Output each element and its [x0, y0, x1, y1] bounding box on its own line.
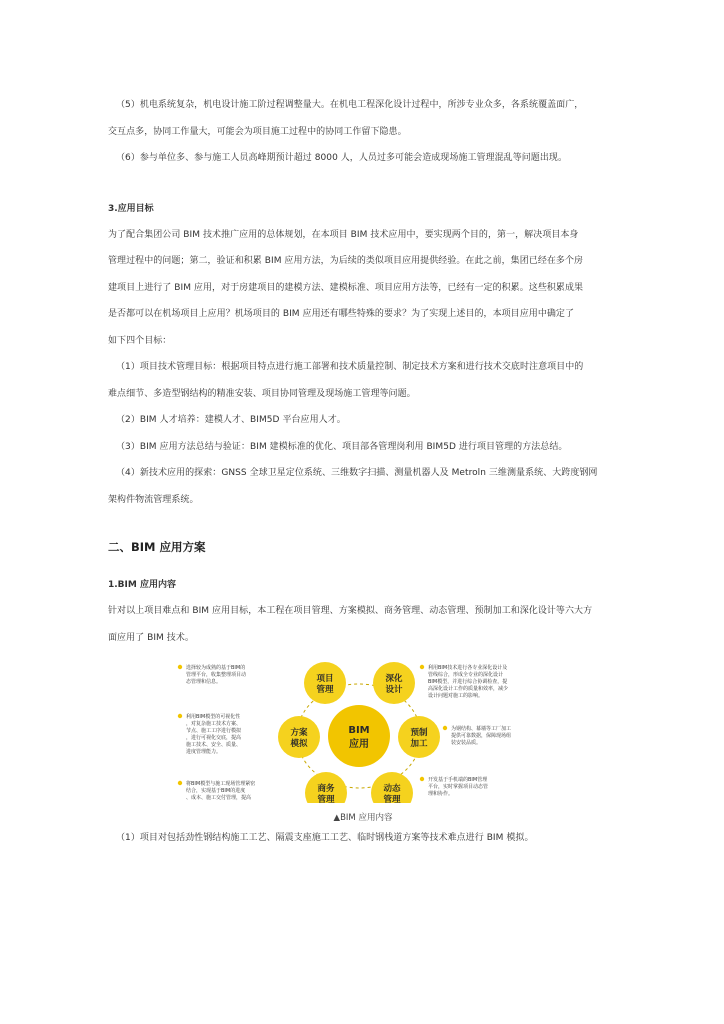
paragraph-line: 是否都可以在机场项目上应用？机场项目的 BIM 应用还有哪些特殊的要求？为了实现上述目的，本项目应用中确定了 [108, 309, 575, 319]
svg-text:，进行可视化交底，提高: ，进行可视化交底，提高 [186, 735, 242, 741]
svg-text:理和协作。: 理和协作。 [428, 791, 454, 797]
section-heading-bim-plan: 二、BIM 应用方案 [108, 540, 206, 554]
paragraph-line: 管理过程中的问题；第二，验证和积累 BIM 应用方法，为后续的类似项目应用提供经验。在此之前，集团已经在多个房 [108, 256, 584, 266]
paragraph-line: 建项目上进行了 BIM 应用，对于房建项目的建模方法、建模标准、项目应用方法等，已经有一定的积累。这些积累成果 [108, 282, 584, 293]
section-heading-goals: 3.应用目标 [108, 203, 154, 214]
paragraph-line: 如下四个目标： [108, 335, 172, 346]
paragraph-line: 交互点多，协同工作量大，可能会为项目施工过程中的协同工作留下隐患。 [108, 126, 407, 137]
goal-line: 架构件物流管理系统。 [108, 494, 199, 505]
node-scheme-simulation [278, 716, 320, 758]
node-label: 方案 [290, 728, 308, 738]
svg-text:态管理和信息。: 态管理和信息。 [186, 679, 222, 685]
svg-text:利用BIM模型的可视化性: 利用BIM模型的可视化性 [186, 714, 241, 720]
node-label: 管理 [316, 685, 334, 695]
svg-text:提供可靠数据，保障现场组: 提供可靠数据，保障现场组 [451, 733, 512, 739]
goal-line: 难点细节、多造型钢结构的精准安装、项目协同管理及现场施工管理等问题。 [108, 388, 416, 399]
paragraph-line: 面应用了 BIM 技术。 [108, 632, 194, 643]
svg-text:为钢结构、幕墙等工厂加工: 为钢结构、幕墙等工厂加工 [451, 726, 512, 732]
node-label: 动态 [383, 784, 401, 794]
node-label: 项目 [316, 674, 334, 684]
svg-text:高深化设计工作的质量和效率，减少: 高深化设计工作的质量和效率，减少 [428, 686, 509, 692]
svg-text:、成本、施工交付管理，提高: 、成本、施工交付管理，提高 [186, 795, 252, 801]
node-label: 商务 [317, 784, 335, 794]
svg-text:，对复杂施工技术方案、: ，对复杂施工技术方案、 [186, 721, 242, 727]
goal-line: （4）新技术应用的探索：GNSS 全球卫星定位系统、三维数字扫描、测量机器人及 Metroln 三维测量系统、大跨度钢网 [116, 468, 598, 478]
paragraph-line: （6）参与单位多、参与施工人员高峰期预计超过 8000 人，人员过多可能会造成现场施工管理混乱等问题出现。 [116, 153, 568, 163]
bim-application-figure [174, 661, 544, 803]
note-bottom-left [186, 780, 255, 801]
node-label: 管理 [317, 795, 335, 803]
document-content [108, 92, 618, 852]
node-label: 加工 [410, 739, 428, 749]
center-label: BIM [348, 725, 370, 736]
bim-diagram [174, 661, 544, 803]
svg-text:将BIM模型与施工现场管理紧密: 将BIM模型与施工现场管理紧密 [186, 781, 256, 787]
svg-text:装安装品质。: 装安装品质。 [451, 740, 482, 746]
paragraph-line: （5）机电系统复杂，机电设计施工阶过程调整量大。在机电工程深化设计过程中，所涉专业众多，各系统覆盖面广， [116, 100, 584, 110]
node-label: 预制 [410, 728, 428, 738]
node-deepen-design [373, 662, 415, 704]
paragraph-line: （1）项目对包括劲性钢结构施工工艺、隔震支座施工工艺、临时钢栈道方案等技术难点进行 BIM 模拟。 [116, 833, 534, 843]
node-label: 模拟 [290, 739, 308, 749]
node-label: 深化 [385, 674, 403, 684]
svg-text:选择较为成熟的基于BIM的: 选择较为成熟的基于BIM的 [186, 665, 246, 671]
subsection-heading-bim-content: 1.BIM 应用内容 [108, 580, 176, 590]
svg-text:管线综合，形成全专业的深化设计: 管线综合，形成全专业的深化设计 [428, 672, 504, 678]
goal-line: （2）BIM 人才培养：建模人才、BIM5D 平台应用人才。 [116, 415, 346, 425]
svg-text:管理平台，收集整理项目动: 管理平台，收集整理项目动 [186, 672, 247, 678]
svg-text:节点、施工工序进行模拟: 节点、施工工序进行模拟 [186, 728, 242, 734]
svg-text:BIM模型，并进行综合协调检查，提: BIM模型，并进行综合协调检查，提 [428, 679, 508, 685]
goal-line: （1）项目技术管理目标：根据项目特点进行施工部署和技术质量控制、制定技术方案和进行技术交底时注意项目中的 [116, 362, 584, 372]
node-label: 管理 [383, 795, 401, 803]
goal-line: （3）BIM 应用方法总结与验证：BIM 建模标准的优化、项目部各管理岗利用 BIM5D 进行项目管理的方法总结。 [116, 441, 568, 452]
paragraph-line: 针对以上项目难点和 BIM 应用目标，本工程在项目管理、方案模拟、商务管理、动态管理、预制加工和深化设计等六大方 [108, 606, 593, 616]
paragraph-line: 为了配合集团公司 BIM 技术推广应用的总体规划，在本项目 BIM 技术应用中，要实现两个目的，第一，解决项目本身 [108, 229, 579, 240]
svg-text:进度管理能力。: 进度管理能力。 [186, 749, 222, 755]
node-project-management [304, 662, 346, 704]
bim-center-circle [328, 705, 390, 767]
center-label: 应用 [349, 739, 369, 750]
svg-text:开发基于手机端的BIM管理: 开发基于手机端的BIM管理 [428, 777, 488, 783]
node-prefab [398, 716, 440, 758]
svg-text:设计问题对施工的影响。: 设计问题对施工的影响。 [428, 693, 484, 699]
node-label: 设计 [385, 685, 403, 695]
svg-text:施工技术、安全、质量、: 施工技术、安全、质量、 [186, 742, 242, 748]
figure-caption: ▲BIM 应用内容 [333, 813, 393, 823]
svg-text:结合，实现基于BIM的进度: 结合，实现基于BIM的进度 [186, 788, 246, 794]
svg-text:利用BIM技术进行各专业深化设计及: 利用BIM技术进行各专业深化设计及 [428, 665, 508, 671]
svg-text:平台，实时掌握项目动态管: 平台，实时掌握项目动态管 [428, 784, 489, 790]
